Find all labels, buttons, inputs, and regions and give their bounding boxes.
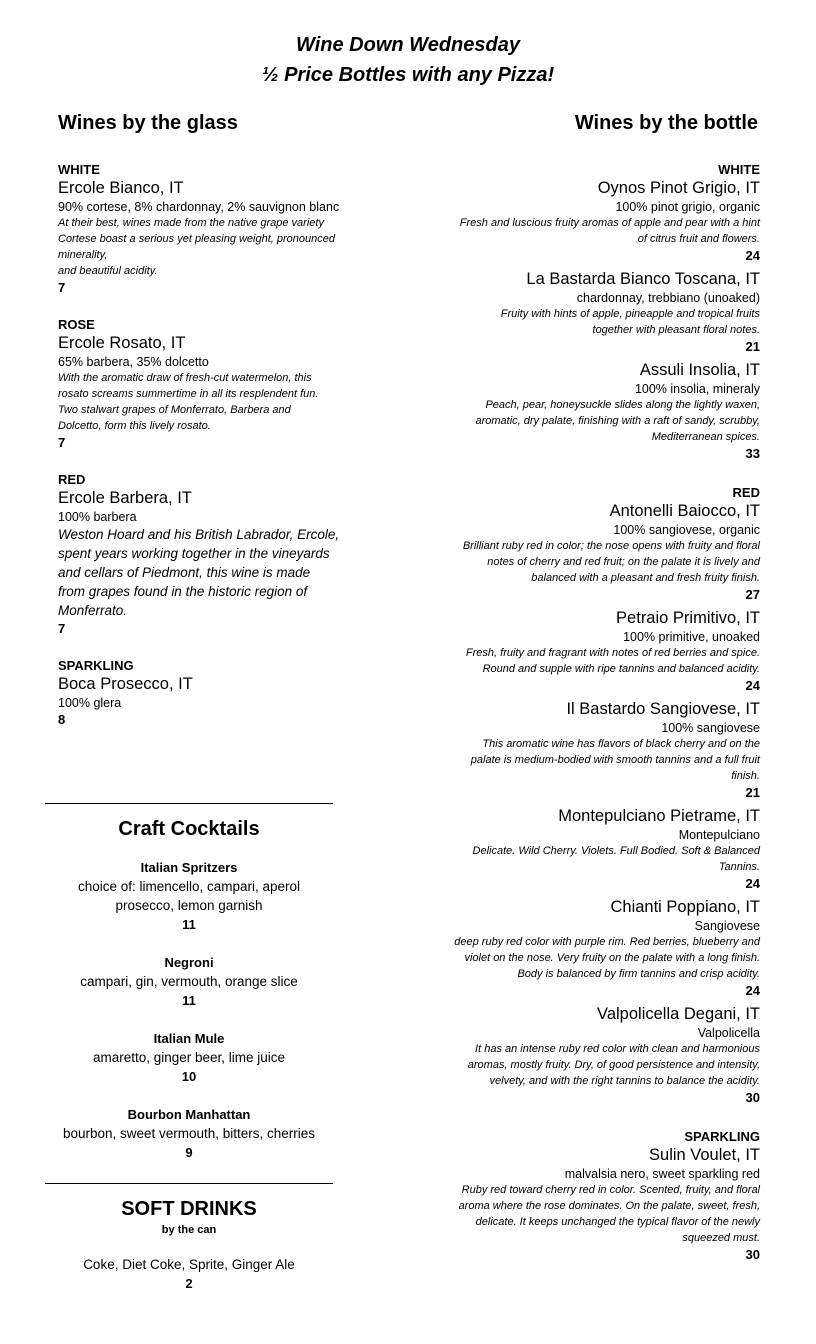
wine-description: Cortese boast a serious yet pleasing weight, pronounced xyxy=(58,233,336,245)
wine-grapes: malvalsia nero, sweet sparkling red xyxy=(564,1167,760,1181)
wine-name: Oynos Pinot Grigio, IT xyxy=(597,179,760,197)
cocktail-ingredients: bourbon, sweet vermouth, bitters, cherries xyxy=(62,1126,316,1141)
divider xyxy=(45,1183,333,1184)
wine-category: WHITE xyxy=(58,162,100,177)
wine-description: Monferrato. xyxy=(58,603,128,618)
wine-grapes: 100% barbera xyxy=(58,510,137,524)
wine-description: squeezed must. xyxy=(682,1232,760,1244)
wine-category: RED xyxy=(732,485,760,500)
wine-price: 7 xyxy=(58,280,66,295)
wine-description: Fruity with hints of apple, pineapple and tropical fruits xyxy=(500,308,760,320)
wine-price: 27 xyxy=(745,587,760,602)
wine-description: Dolcetto, form this lively rosato. xyxy=(58,420,211,432)
wine-description: finish. xyxy=(731,770,760,782)
wine-grapes: Montepulciano xyxy=(678,828,760,842)
glass-wine-section xyxy=(58,472,368,638)
wine-grapes: Valpolicella xyxy=(697,1026,760,1040)
wine-description: Ruby red toward cherry red in color. Scented, fruity, and floral xyxy=(461,1184,760,1196)
wine-description: Two stalwart grapes of Monferrato, Barbera and xyxy=(58,404,291,416)
wine-name: Il Bastardo Sangiovese, IT xyxy=(566,700,760,718)
bottle-wine-item xyxy=(410,269,760,356)
wine-name: Sulin Voulet, IT xyxy=(649,1146,760,1164)
bottle-wine-item xyxy=(410,1004,760,1107)
cocktail-ingredients: amaretto, ginger beer, lime juice xyxy=(92,1050,286,1065)
cocktail-name: Italian Spritzers xyxy=(140,860,238,875)
wine-description: This aromatic wine has flavors of black cherry and on the xyxy=(482,738,760,750)
bottle-wine-item xyxy=(410,897,760,1000)
bottle-wine-item xyxy=(410,1145,760,1264)
wine-description: Fresh and luscious fruity aromas of apple and pear with a hint xyxy=(459,217,760,229)
wine-grapes: 65% barbera, 35% dolcetto xyxy=(58,355,209,369)
wine-price: 21 xyxy=(745,339,760,354)
soft-drinks-subheading: by the can xyxy=(161,1224,217,1236)
wine-description: aromatic, dry palate, finishing with a raft of sandy, scrubby, xyxy=(475,415,760,427)
cocktail-price: 10 xyxy=(181,1069,197,1084)
wine-description: It has an intense ruby red color with clean and harmonious xyxy=(475,1043,760,1055)
soft-drinks-section xyxy=(45,1196,333,1293)
bottle-wine-item xyxy=(410,360,760,463)
event-subtitle: ½ Price Bottles with any Pizza! xyxy=(261,64,555,86)
wine-description: Mediterranean spices. xyxy=(651,431,760,443)
soft-drinks-heading: SOFT DRINKS xyxy=(121,1198,257,1220)
wine-description: Peach, pear, honeysuckle slides along the lightly waxen, xyxy=(485,399,760,411)
bottle-wine-item xyxy=(410,501,760,604)
wine-description: notes of cherry and red fruit; on the palate it is lively and xyxy=(487,556,760,568)
cocktail-item xyxy=(45,953,333,1010)
wine-description: Brilliant ruby red in color; the nose opens with fruity and floral xyxy=(462,540,760,552)
wine-category: WHITE xyxy=(718,162,760,177)
divider xyxy=(45,803,333,804)
wines-by-glass-list xyxy=(58,162,368,749)
wine-grapes: 100% primitive, unoaked xyxy=(623,630,760,644)
wine-category: RED xyxy=(58,472,86,487)
cocktail-ingredients: choice of: limencello, campari, aperol xyxy=(77,879,301,894)
wine-price: 24 xyxy=(745,876,760,891)
wine-description: of citrus fruit and flowers. xyxy=(637,233,760,245)
wine-name: Valpolicella Degani, IT xyxy=(597,1005,760,1023)
event-title: Wine Down Wednesday xyxy=(296,34,520,56)
wine-description: Delicate. Wild Cherry. Violets. Full Bodied. Soft & Balanced xyxy=(472,845,760,857)
cocktail-name: Italian Mule xyxy=(153,1031,225,1046)
cocktail-name: Bourbon Manhattan xyxy=(127,1107,251,1122)
wine-price: 24 xyxy=(745,983,760,998)
wine-category: SPARKLING xyxy=(58,658,134,673)
wine-grapes: 100% insolia, mineraly xyxy=(634,382,760,396)
wine-price: 24 xyxy=(745,248,760,263)
wine-grapes: 100% sangiovese xyxy=(661,721,760,735)
cocktail-price: 11 xyxy=(182,993,196,1008)
bottle-wine-item xyxy=(410,806,760,893)
wine-category: ROSE xyxy=(58,317,95,332)
cocktail-item xyxy=(45,1105,333,1162)
wine-description: and beautiful acidity. xyxy=(58,265,158,277)
wine-description: aromas, mostly fruity. Dry, of good persistence and intensity, xyxy=(467,1059,760,1071)
wine-price: 30 xyxy=(745,1247,760,1262)
wine-grapes: chardonnay, trebbiano (unoaked) xyxy=(576,291,760,305)
wine-description: violet on the nose. Very fruity on the palate with a long finish. xyxy=(464,952,760,964)
cocktail-ingredients: campari, gin, vermouth, orange slice xyxy=(80,974,298,989)
wine-description: Fresh, fruity and fragrant with notes of red berries and spice. xyxy=(465,647,760,659)
soft-drinks-items: Coke, Diet Coke, Sprite, Ginger Ale xyxy=(83,1257,295,1272)
wine-description: aroma where the rose dominates. On the palate, sweet, fresh, xyxy=(458,1200,760,1212)
wine-price: 7 xyxy=(58,621,66,636)
wine-description: from grapes found in the historic region of xyxy=(58,584,308,599)
glass-wine-section xyxy=(58,317,368,452)
cocktails-heading: Craft Cocktails xyxy=(118,818,260,840)
bottle-wine-item xyxy=(410,699,760,802)
wine-description: balanced with a pleasant and fresh fruity finish. xyxy=(531,572,760,584)
wine-description: spent years working together in the vineyards xyxy=(58,546,330,561)
wine-description: palate is medium-bodied with smooth tannins and a full fruit xyxy=(470,754,760,766)
wine-description: At their best, wines made from the native grape variety xyxy=(58,217,324,229)
wine-name: Assuli Insolia, IT xyxy=(639,361,760,379)
cocktail-ingredients: prosecco, lemon garnish xyxy=(115,898,263,913)
wine-price: 30 xyxy=(745,1090,760,1105)
wine-name: Ercole Barbera, IT xyxy=(58,489,192,507)
wine-price: 21 xyxy=(745,785,760,800)
wine-price: 33 xyxy=(745,446,760,461)
wine-name: Petraio Primitivo, IT xyxy=(616,609,760,627)
wine-name: Boca Prosecco, IT xyxy=(58,675,193,693)
wine-name: La Bastarda Bianco Toscana, IT xyxy=(526,270,760,288)
menu-header xyxy=(0,30,816,90)
wines-by-glass-heading: Wines by the glass xyxy=(58,112,238,134)
wine-grapes: 90% cortese, 8% chardonnay, 2% sauvignon blanc xyxy=(58,200,340,214)
wine-name: Ercole Bianco, IT xyxy=(58,179,184,197)
wine-description: together with pleasant floral notes. xyxy=(592,324,760,336)
cocktail-item xyxy=(45,858,333,934)
wine-name: Antonelli Baiocco, IT xyxy=(609,502,760,520)
wine-grapes: 100% pinot grigio, organic xyxy=(615,200,760,214)
wine-category: SPARKLING xyxy=(684,1129,760,1144)
wine-description: Tannins. xyxy=(718,861,760,873)
cocktail-price: 9 xyxy=(185,1145,193,1160)
wines-by-bottle-heading: Wines by the bottle xyxy=(574,112,758,134)
wine-description: minerality, xyxy=(58,249,108,261)
wine-grapes: Sangiovese xyxy=(694,919,760,933)
cocktail-price: 11 xyxy=(182,917,196,932)
craft-cocktails-section xyxy=(45,816,333,1181)
bottle-wine-item xyxy=(410,178,760,265)
soft-drinks-price: 2 xyxy=(185,1276,193,1291)
cocktail-name: Negroni xyxy=(164,955,214,970)
wine-description: velvety, and with the right tannins to balance the acidity. xyxy=(489,1075,760,1087)
wine-description: Round and supple with ripe tannins and balanced acidity. xyxy=(482,663,760,675)
wine-grapes: 100% glera xyxy=(58,696,122,710)
wine-description: Body is balanced by firm tannins and crisp acidity. xyxy=(517,968,760,980)
bottle-wine-item xyxy=(410,608,760,695)
wine-price: 24 xyxy=(745,678,760,693)
wine-grapes: 100% sangiovese, organic xyxy=(613,523,760,537)
wine-name: Chianti Poppiano, IT xyxy=(610,898,760,916)
glass-wine-section xyxy=(58,658,368,729)
cocktail-item xyxy=(45,1029,333,1086)
wine-description: rosato screams summertime in all its resplendent fun. xyxy=(58,388,319,400)
wines-by-bottle-list xyxy=(410,162,760,1268)
wine-name: Montepulciano Pietrame, IT xyxy=(558,807,760,825)
wine-description: and cellars of Piedmont, this wine is made xyxy=(58,565,311,580)
glass-wine-section xyxy=(58,162,368,297)
wine-name: Ercole Rosato, IT xyxy=(58,334,186,352)
wine-description: deep ruby red color with purple rim. Red berries, blueberry and xyxy=(454,936,760,948)
wine-description: With the aromatic draw of fresh-cut watermelon, this xyxy=(58,372,312,384)
wine-price: 8 xyxy=(58,712,66,727)
wine-description: Weston Hoard and his British Labrador, Ercole, xyxy=(58,527,340,542)
wine-price: 7 xyxy=(58,435,66,450)
cocktail-list xyxy=(45,858,333,1162)
wine-description: delicate. It keeps unchanged the typical flavor of the newly xyxy=(475,1216,760,1228)
